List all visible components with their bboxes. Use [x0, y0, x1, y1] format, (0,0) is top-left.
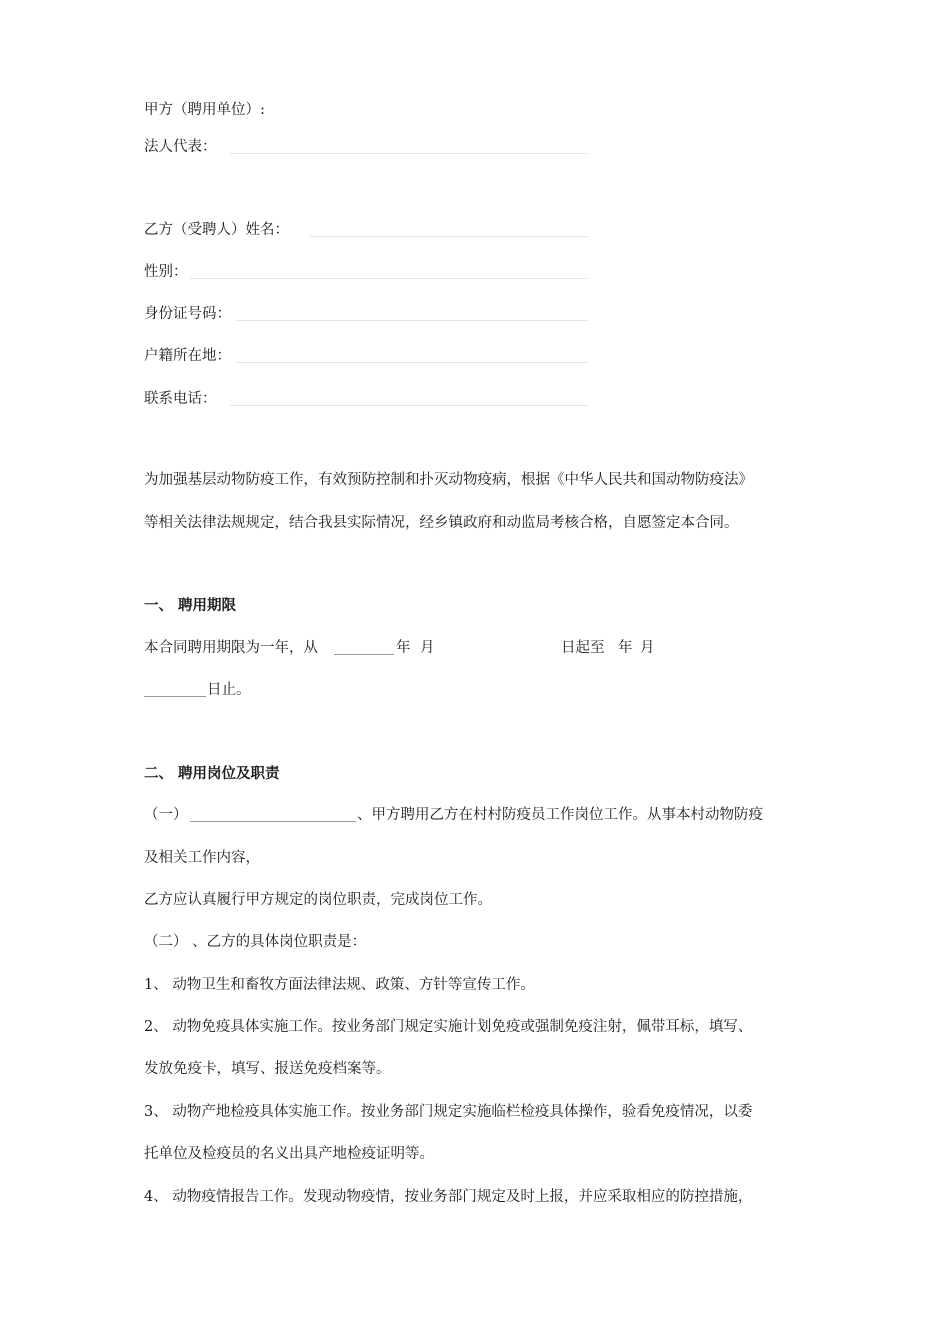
hukou-blank [236, 362, 588, 363]
term-month-1: 月 [420, 640, 435, 656]
item-2: （二） 、乙方的具体岗位职责是： [144, 934, 367, 950]
phone-blank [230, 405, 588, 406]
term-end-blank [144, 696, 206, 697]
item-1-line-2: 及相关工作内容， [144, 850, 260, 866]
duty-3-line-2: 托单位及检疫员的名义出具产地检疫证明等。 [144, 1146, 434, 1162]
term-year-1: 年 [396, 640, 411, 656]
legal-rep-blank [230, 153, 588, 154]
term-end-suffix: 日止。 [207, 682, 251, 698]
section-2-heading: 二、 聘用岗位及职责 [144, 765, 280, 782]
legal-rep-label: 法人代表： [144, 139, 217, 155]
duty-2-line-2: 发放免疫卡，填写、报送免疫档案等。 [144, 1061, 391, 1077]
gender-blank [190, 278, 588, 279]
item-1-line-3: 乙方应认真履行甲方规定的岗位职责，完成岗位工作。 [144, 892, 492, 908]
duty-2-line-1: 2、 动物免疫具体实施工作。按业务部门规定实施计划免疫或强制免疫注射，佩带耳标，填写、 [144, 1019, 753, 1035]
duty-4-line-1: 4、 动物疫情报告工作。发现动物疫情，按业务部门规定及时上报，并应采取相应的防控措施， [144, 1189, 753, 1205]
duty-1: 1、 动物卫生和畜牧方面法律法规、政策、方针等宣传工作。 [144, 977, 535, 993]
intro-line-2: 等相关法律法规规定，结合我县实际情况，经乡镇政府和动监局考核合格，自愿签定本合同。 [144, 515, 739, 531]
term-month-2: 月 [640, 640, 655, 656]
term-year-blank [334, 654, 394, 655]
term-prefix: 本合同聘用期限为一年，从 [144, 640, 318, 656]
phone-label: 联系电话： [144, 391, 217, 407]
intro-line-1: 为加强基层动物防疫工作，有效预防控制和扑灭动物疫病，根据《中华人民共和国动物防疫法》 [144, 472, 753, 488]
term-from-suffix: 日起至 [561, 640, 605, 656]
item-1-text: 、甲方聘用乙方在村村防疫员工作岗位工作。从事本村动物防疫 [357, 807, 763, 823]
item-1-blank [190, 821, 356, 822]
party-a-label: 甲方（聘用单位）: [144, 102, 265, 118]
item-1-prefix: （一） [144, 807, 188, 823]
term-year-2: 年 [618, 640, 633, 656]
party-b-name-blank [310, 236, 588, 237]
section-1-heading: 一、 聘用期限 [144, 597, 237, 614]
hukou-label: 户籍所在地： [144, 348, 231, 364]
party-b-name-label: 乙方（受聘人）姓名： [144, 222, 289, 238]
id-number-blank [236, 320, 588, 321]
id-number-label: 身份证号码： [144, 306, 231, 322]
duty-3-line-1: 3、 动物产地检疫具体实施工作。按业务部门规定实施临栏检疫具体操作，验看免疫情况，以委 [144, 1104, 753, 1120]
gender-label: 性别： [144, 264, 188, 280]
